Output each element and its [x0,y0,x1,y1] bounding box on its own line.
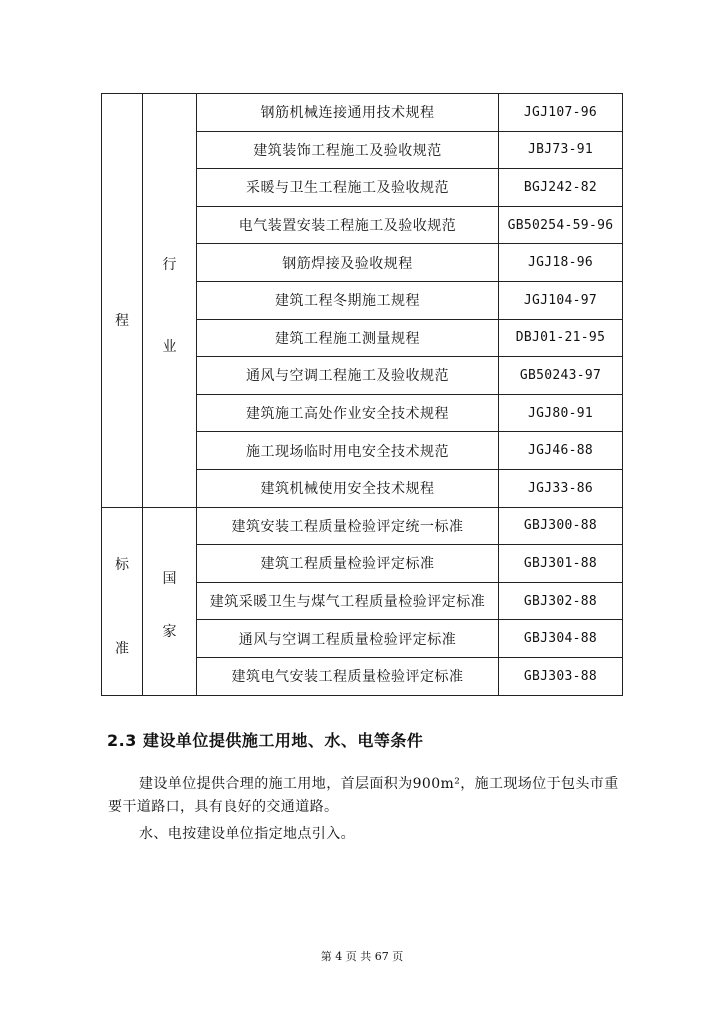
standard-name: 采暖与卫生工程施工及验收规范 [197,169,499,207]
standard-name: 建筑机械使用安全技术规程 [197,469,499,507]
standard-name: 建筑安装工程质量检验评定统一标准 [197,507,499,545]
standard-name: 建筑工程冬期施工规程 [197,281,499,319]
standard-name: 建筑采暖卫生与煤气工程质量检验评定标准 [197,582,499,620]
subcategory-char: 行 [162,257,177,273]
standard-code: GBJ304-88 [499,620,623,658]
standard-code: GB50243-97 [499,357,623,395]
standard-code: JBJ73-91 [499,131,623,169]
standard-name: 建筑电气安装工程质量检验评定标准 [197,657,499,695]
standard-code: JGJ104-97 [499,281,623,319]
page-number-footer: 第 4 页 共 67 页 [320,950,404,963]
body-paragraph: 建设单位提供合理的施工用地，首层面积为900m²，施工现场位于包头市重要干道路口，具有良好的交通道路。 [108,776,619,815]
standard-name: 建筑工程施工测量规程 [197,319,499,357]
standard-code: GBJ300-88 [499,507,623,545]
standard-name: 施工现场临时用电安全技术规范 [197,432,499,470]
subcategory-cell-guojia [143,507,197,695]
standard-code: JGJ107-96 [499,94,623,132]
standard-name: 钢筋焊接及验收规程 [197,244,499,282]
standard-code: GBJ303-88 [499,657,623,695]
table-row [102,507,623,545]
standard-code: JGJ80-91 [499,394,623,432]
category-char: 标 [115,556,129,573]
subcategory-char: 国 [162,570,177,587]
standard-code: GB50254-59-96 [499,206,623,244]
standard-name: 通风与空调工程质量检验评定标准 [197,620,499,658]
body-paragraph: 水、电按建设单位指定地点引入。 [139,826,355,842]
standard-code: JGJ33-86 [499,469,623,507]
standard-code: JGJ46-88 [499,432,623,470]
category-char: 准 [115,640,129,657]
subcategory-cell-hangye [143,94,197,508]
standard-name: 建筑施工高处作业安全技术规程 [197,394,499,432]
standard-code: DBJ01-21-95 [499,319,623,357]
standards-table [101,93,623,696]
category-cell-biaozhun [102,507,143,695]
standard-name: 建筑工程质量检验评定标准 [197,545,499,583]
category-char: 程 [115,313,129,329]
standard-code: GBJ301-88 [499,545,623,583]
standard-code: JGJ18-96 [499,244,623,282]
standard-code: GBJ302-88 [499,582,623,620]
subcategory-char: 家 [162,623,177,640]
standard-code: BGJ242-82 [499,169,623,207]
category-cell-gongcheng [102,94,143,508]
section-heading: 2.3 建设单位提供施工用地、水、电等条件 [107,731,424,750]
standard-name: 钢筋机械连接通用技术规程 [197,94,499,132]
standard-name: 建筑装饰工程施工及验收规范 [197,131,499,169]
table-row [102,94,623,132]
subcategory-char: 业 [162,339,177,355]
standards-table-body [102,94,623,696]
standard-name: 通风与空调工程施工及验收规范 [197,357,499,395]
standard-name: 电气装置安装工程施工及验收规范 [197,206,499,244]
